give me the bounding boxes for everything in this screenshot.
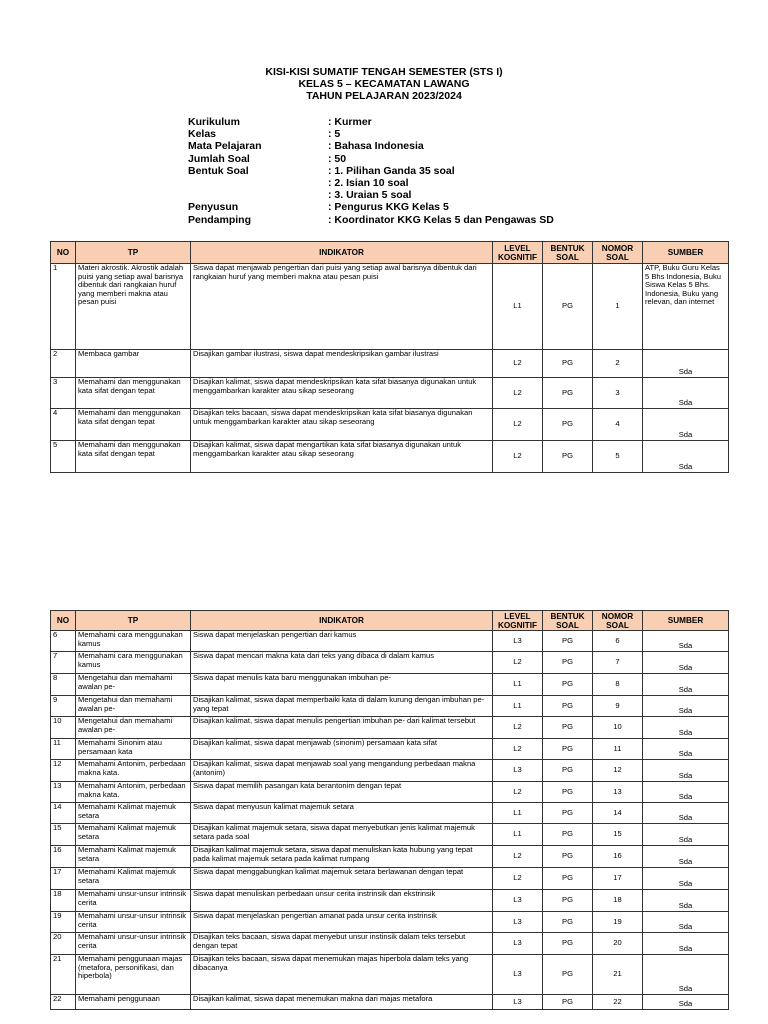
cell-bentuk: PG	[543, 674, 593, 696]
cell-no: 16	[51, 846, 76, 868]
cell-indikator: Disajikan teks bacaan, siswa dapat mendeskripsikan kata sifat biasanya digunakan untuk menggambarkan karakter atau sikap seseorang	[191, 409, 493, 441]
col-header-indikator: INDIKATOR	[191, 611, 493, 631]
cell-tp: Memahami Kalimat majemuk setara	[76, 824, 191, 846]
cell-indikator: Disajikan kalimat, siswa dapat mengartikan kata sifat biasanya digunakan untuk menggambarkan karakter atau sikap seseorang	[191, 441, 493, 473]
cell-nomor: 8	[593, 674, 643, 696]
cell-tp: Materi akrostik. Akrostik adalah puisi yang setiap awal barisnya dibentuk dari rangkaian huruf yang memberi makna atau pesan puisi	[76, 264, 191, 350]
cell-nomor: 16	[593, 846, 643, 868]
meta-label: Jumlah Soal	[188, 152, 250, 165]
cell-nomor: 15	[593, 824, 643, 846]
cell-nomor: 20	[593, 933, 643, 955]
meta-row	[188, 165, 554, 177]
cell-tp: Memahami Kalimat majemuk setara	[76, 868, 191, 890]
col-header-no: NO	[51, 242, 76, 264]
cell-no: 5	[51, 441, 76, 473]
cell-indikator: Disajikan kalimat, siswa dapat mendeskripsikan kata sifat biasanya digunakan untuk menggambarkan karakter atau sikap seseorang	[191, 378, 493, 409]
table-header	[51, 242, 729, 264]
kisi-table-1	[50, 241, 729, 473]
cell-tp: Memahami Antonim, perbedaan makna kata.	[76, 760, 191, 782]
cell-level: L2	[493, 868, 543, 890]
cell-level: L2	[493, 846, 543, 868]
cell-sumber: Sda	[643, 995, 729, 1010]
cell-bentuk: PG	[543, 760, 593, 782]
meta-row	[188, 201, 554, 213]
cell-sumber: Sda	[643, 846, 729, 868]
cell-tp: Memahami Antonim, perbedaan makna kata.	[76, 782, 191, 803]
table-row	[51, 350, 729, 378]
cell-sumber: Sda	[643, 760, 729, 782]
cell-bentuk: PG	[543, 803, 593, 824]
table-row	[51, 846, 729, 868]
cell-level: L3	[493, 995, 543, 1010]
col-header-level: LEVEL KOGNITIF	[493, 242, 543, 264]
cell-no: 18	[51, 890, 76, 912]
cell-bentuk: PG	[543, 264, 593, 350]
cell-tp: Memahami Sinonim atau persamaan kata	[76, 739, 191, 760]
col-header-bentuk: BENTUK SOAL	[543, 242, 593, 264]
cell-indikator: Siswa dapat menuliskan perbedaan unsur cerita instrinsik dan ekstrinsik	[191, 890, 493, 912]
cell-bentuk: PG	[543, 696, 593, 717]
cell-bentuk: PG	[543, 782, 593, 803]
cell-nomor: 13	[593, 782, 643, 803]
cell-nomor: 12	[593, 760, 643, 782]
meta-value: : 1. Pilihan Ganda 35 soal	[328, 164, 455, 177]
meta-value: : Kurmer	[328, 116, 372, 128]
cell-no: 12	[51, 760, 76, 782]
cell-tp: Memahami cara menggunakan kamus	[76, 631, 191, 652]
cell-nomor: 17	[593, 868, 643, 890]
meta-value: : Koordinator KKG Kelas 5 dan Pengawas SD	[328, 213, 554, 226]
cell-sumber: Sda	[643, 955, 729, 995]
cell-bentuk: PG	[543, 995, 593, 1010]
meta-label: Pendamping	[188, 213, 252, 226]
cell-nomor: 18	[593, 890, 643, 912]
cell-sumber: Sda	[643, 868, 729, 890]
table-row	[51, 674, 729, 696]
cell-level: L2	[493, 409, 543, 441]
cell-nomor: 9	[593, 696, 643, 717]
cell-tp: Memahami unsur-unsur intrinsik cerita	[76, 912, 191, 933]
cell-sumber: Sda	[643, 803, 729, 824]
cell-level: L2	[493, 652, 543, 674]
title-line-3: TAHUN PELAJARAN 2023/2024	[306, 90, 462, 102]
cell-bentuk: PG	[543, 824, 593, 846]
table-row	[51, 441, 729, 473]
cell-no: 14	[51, 803, 76, 824]
col-header-bentuk: BENTUK SOAL	[543, 611, 593, 631]
cell-sumber: Sda	[643, 782, 729, 803]
cell-sumber: Sda	[643, 696, 729, 717]
cell-indikator: Siswa dapat menjawab pengertian dari puisi yang setiap awal barisnya dibentuk dari rangkaian huruf yang memberi makna atau pesan puisi	[191, 264, 493, 350]
cell-sumber: Sda	[643, 912, 729, 933]
cell-bentuk: PG	[543, 717, 593, 739]
cell-indikator: Siswa dapat menggabungkan kalimat majemuk setara berlawanan dengan tepat	[191, 868, 493, 890]
cell-bentuk: PG	[543, 868, 593, 890]
cell-tp: Memahami penggunaan	[76, 995, 191, 1010]
cell-tp: Mengetahui dan memahami awalan pe-	[76, 696, 191, 717]
cell-no: 3	[51, 378, 76, 409]
cell-level: L2	[493, 782, 543, 803]
cell-no: 2	[51, 350, 76, 378]
cell-no: 4	[51, 409, 76, 441]
meta-label: Mata Pelajaran	[188, 140, 262, 153]
table-row	[51, 378, 729, 409]
cell-bentuk: PG	[543, 846, 593, 868]
table-row	[51, 696, 729, 717]
cell-no: 21	[51, 955, 76, 995]
cell-indikator: Siswa dapat mencari makna kata dari teks yang dibaca di dalam kamus	[191, 652, 493, 674]
cell-level: L2	[493, 350, 543, 378]
cell-bentuk: PG	[543, 378, 593, 409]
cell-sumber: Sda	[643, 739, 729, 760]
cell-nomor: 2	[593, 350, 643, 378]
cell-indikator: Siswa dapat menjelaskan pengertian dari kamus	[191, 631, 493, 652]
cell-nomor: 10	[593, 717, 643, 739]
table-header	[51, 611, 729, 631]
cell-sumber: Sda	[643, 717, 729, 739]
meta-row	[188, 153, 554, 165]
cell-bentuk: PG	[543, 739, 593, 760]
meta-value: : Pengurus KKG Kelas 5	[328, 201, 449, 214]
cell-nomor: 5	[593, 441, 643, 473]
meta-row	[188, 214, 554, 226]
cell-tp: Mengetahui dan memahami awalan pe-	[76, 674, 191, 696]
cell-bentuk: PG	[543, 912, 593, 933]
cell-level: L2	[493, 739, 543, 760]
col-header-level: LEVEL KOGNITIF	[493, 611, 543, 631]
table-row	[51, 824, 729, 846]
cell-tp: Memahami cara menggunakan kamus	[76, 652, 191, 674]
cell-nomor: 19	[593, 912, 643, 933]
cell-tp: Mengetahui dan memahami awalan pe-	[76, 717, 191, 739]
cell-no: 9	[51, 696, 76, 717]
cell-nomor: 3	[593, 378, 643, 409]
table-row	[51, 803, 729, 824]
table-row	[51, 717, 729, 739]
cell-indikator: Disajikan teks bacaan, siswa dapat menyebut unsur instinsik dalam teks tersebut dengan tepat	[191, 933, 493, 955]
cell-level: L1	[493, 803, 543, 824]
cell-bentuk: PG	[543, 350, 593, 378]
cell-indikator: Siswa dapat memilih pasangan kata berantonim dengan tepat	[191, 782, 493, 803]
cell-indikator: Disajikan gambar ilustrasi, siswa dapat mendeskripsikan gambar ilustrasi	[191, 350, 493, 378]
cell-indikator: Disajikan kalimat majemuk setara, siswa dapat menyebutkan jenis kalimat majemuk setara pada soal	[191, 824, 493, 846]
cell-no: 13	[51, 782, 76, 803]
table-row	[51, 912, 729, 933]
col-header-tp: TP	[76, 242, 191, 264]
cell-indikator: Disajikan kalimat, siswa dapat menjawab (sinonim) persamaan kata sifat	[191, 739, 493, 760]
meta-label: Bentuk Soal	[188, 164, 249, 177]
table-row	[51, 409, 729, 441]
table-row	[51, 933, 729, 955]
kisi-table-2	[50, 610, 729, 1010]
meta-label: Kelas	[188, 128, 217, 141]
table-row	[51, 739, 729, 760]
cell-sumber: Sda	[643, 674, 729, 696]
cell-bentuk: PG	[543, 409, 593, 441]
cell-level: L3	[493, 760, 543, 782]
cell-nomor: 7	[593, 652, 643, 674]
cell-indikator: Siswa dapat menyusun kalimat majemuk setara	[191, 803, 493, 824]
cell-level: L2	[493, 717, 543, 739]
table-row	[51, 868, 729, 890]
cell-no: 15	[51, 824, 76, 846]
table-row	[51, 760, 729, 782]
cell-indikator: Disajikan kalimat majemuk setara, siswa dapat menuliskan kata hubung yang tepat pada kalimat majemuk setara pada kalimat rumpang	[191, 846, 493, 868]
title-line-1: KISI-KISI SUMATIF TENGAH SEMESTER (STS I)	[265, 66, 503, 78]
col-header-tp: TP	[76, 611, 191, 631]
cell-no: 22	[51, 995, 76, 1010]
cell-tp: Membaca gambar	[76, 350, 191, 378]
table-row	[51, 631, 729, 652]
cell-indikator: Disajikan kalimat, siswa dapat memperbaiki kata di dalam kurung dengan imbuhan pe- yang tepat	[191, 696, 493, 717]
cell-level: L3	[493, 631, 543, 652]
cell-level: L3	[493, 890, 543, 912]
cell-nomor: 14	[593, 803, 643, 824]
cell-no: 20	[51, 933, 76, 955]
document-title	[0, 66, 768, 102]
cell-indikator: Siswa dapat menjelaskan pengertian amanat pada unsur cerita instrinsik	[191, 912, 493, 933]
cell-sumber: Sda	[643, 933, 729, 955]
cell-bentuk: PG	[543, 631, 593, 652]
meta-value: : 5	[328, 128, 341, 141]
cell-no: 19	[51, 912, 76, 933]
cell-no: 10	[51, 717, 76, 739]
cell-tp: Memahami unsur-unsur intrinsik cerita	[76, 890, 191, 912]
cell-bentuk: PG	[543, 933, 593, 955]
cell-level: L1	[493, 674, 543, 696]
meta-row	[188, 177, 554, 189]
cell-tp: Memahami dan menggunakan kata sifat dengan tepat	[76, 409, 191, 441]
col-header-sumber: SUMBER	[643, 611, 729, 631]
cell-indikator: Disajikan kalimat, siswa dapat menemukan makna dari majas metafora	[191, 995, 493, 1010]
table-row	[51, 995, 729, 1010]
cell-tp: Memahami dan menggunakan kata sifat dengan tepat	[76, 441, 191, 473]
cell-nomor: 11	[593, 739, 643, 760]
col-header-no: NO	[51, 611, 76, 631]
cell-nomor: 6	[593, 631, 643, 652]
meta-label: Penyusun	[188, 201, 239, 214]
cell-sumber: Sda	[643, 350, 729, 378]
cell-no: 7	[51, 652, 76, 674]
table-row	[51, 890, 729, 912]
cell-sumber: ATP, Buku Guru Kelas 5 Bhs Indonesia, Buku Siswa Kelas 5 Bhs. Indonesia, Buku yang relevan, dan internet	[643, 264, 729, 350]
cell-level: L2	[493, 441, 543, 473]
col-header-sumber: SUMBER	[643, 242, 729, 264]
cell-sumber: Sda	[643, 890, 729, 912]
cell-bentuk: PG	[543, 652, 593, 674]
cell-nomor: 1	[593, 264, 643, 350]
meta-value: : 50	[328, 152, 347, 165]
meta-label	[188, 177, 328, 189]
cell-sumber: Sda	[643, 652, 729, 674]
cell-bentuk: PG	[543, 955, 593, 995]
cell-tp: Memahami dan menggunakan kata sifat dengan tepat	[76, 378, 191, 409]
cell-indikator: Disajikan kalimat, siswa dapat menulis pengertian imbuhan pe- dari kalimat tersebut	[191, 717, 493, 739]
table-row	[51, 652, 729, 674]
cell-no: 17	[51, 868, 76, 890]
cell-level: L1	[493, 696, 543, 717]
cell-level: L3	[493, 955, 543, 995]
cell-sumber: Sda	[643, 409, 729, 441]
table-row	[51, 264, 729, 350]
cell-tp: Memahami penggunaan majas (metafora, personifikasi, dan hiperbola)	[76, 955, 191, 995]
cell-sumber: Sda	[643, 824, 729, 846]
meta-row	[188, 116, 554, 128]
cell-no: 6	[51, 631, 76, 652]
cell-level: L1	[493, 264, 543, 350]
cell-level: L3	[493, 933, 543, 955]
cell-indikator: Disajikan kalimat, siswa dapat menjawab soal yang mengandung perbedaan makna (antonim)	[191, 760, 493, 782]
col-header-nomor: NOMOR SOAL	[593, 242, 643, 264]
meta-row	[188, 189, 554, 201]
cell-level: L3	[493, 912, 543, 933]
cell-tp: Memahami Kalimat majemuk setara	[76, 803, 191, 824]
cell-bentuk: PG	[543, 890, 593, 912]
meta-value: : 2. Isian 10 soal	[328, 176, 409, 189]
cell-level: L2	[493, 378, 543, 409]
meta-value: : 3. Uraian 5 soal	[328, 189, 412, 202]
cell-tp: Memahami Kalimat majemuk setara	[76, 846, 191, 868]
cell-sumber: Sda	[643, 441, 729, 473]
table-row	[51, 782, 729, 803]
title-line-2: KELAS 5 – KECAMATAN LAWANG	[298, 78, 470, 90]
col-header-indikator: INDIKATOR	[191, 242, 493, 264]
cell-nomor: 21	[593, 955, 643, 995]
cell-level: L1	[493, 824, 543, 846]
cell-tp: Memahami unsur-unsur intrinsik cerita	[76, 933, 191, 955]
document-meta	[188, 116, 554, 226]
meta-label: Kurikulum	[188, 116, 240, 128]
cell-indikator: Disajikan teks bacaan, siswa dapat menemukan majas hiperbola dalam teks yang dibacanya	[191, 955, 493, 995]
cell-no: 8	[51, 674, 76, 696]
cell-sumber: Sda	[643, 378, 729, 409]
meta-row	[188, 140, 554, 152]
cell-nomor: 4	[593, 409, 643, 441]
cell-sumber: Sda	[643, 631, 729, 652]
cell-no: 11	[51, 739, 76, 760]
cell-bentuk: PG	[543, 441, 593, 473]
col-header-nomor: NOMOR SOAL	[593, 611, 643, 631]
cell-no: 1	[51, 264, 76, 350]
cell-indikator: Siswa dapat menulis kata baru menggunakan imbuhan pe-	[191, 674, 493, 696]
meta-label	[188, 189, 328, 201]
meta-value: : Bahasa Indonesia	[328, 140, 424, 153]
cell-nomor: 22	[593, 995, 643, 1010]
meta-row	[188, 128, 554, 140]
table-row	[51, 955, 729, 995]
